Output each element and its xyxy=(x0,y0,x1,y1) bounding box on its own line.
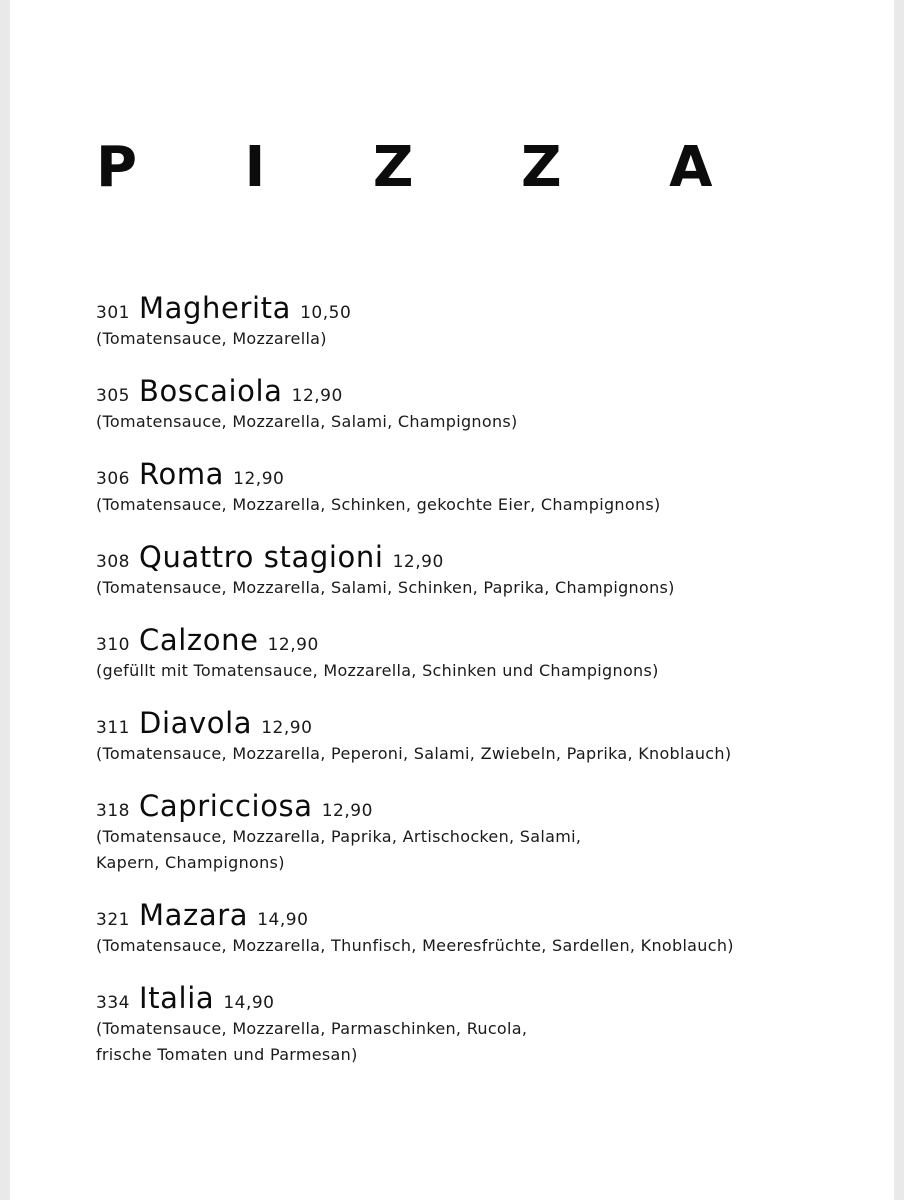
menu-item xyxy=(96,456,866,518)
menu-item xyxy=(96,290,866,352)
item-number: 334 xyxy=(96,993,130,1013)
item-price: 12,90 xyxy=(267,635,319,655)
item-number: 306 xyxy=(96,469,130,489)
menu-item-headline xyxy=(96,788,866,824)
item-name: Calzone xyxy=(139,623,259,657)
item-number: 305 xyxy=(96,386,130,406)
menu-item xyxy=(96,705,866,767)
item-description: (Tomatensauce, Mozzarella) xyxy=(96,329,327,348)
item-number: 321 xyxy=(96,910,130,930)
menu-page xyxy=(10,0,894,1200)
item-description-continued: Kapern, Champignons) xyxy=(96,853,285,872)
menu-item-headline xyxy=(96,456,866,492)
item-price: 12,90 xyxy=(392,552,444,572)
item-name: Quattro stagioni xyxy=(139,540,384,574)
item-price: 10,50 xyxy=(300,303,352,323)
item-description: (gefüllt mit Tomatensauce, Mozzarella, Schinken und Champignons) xyxy=(96,661,659,680)
item-name: Roma xyxy=(139,457,225,491)
item-price: 12,90 xyxy=(261,718,313,738)
menu-item-headline xyxy=(96,290,866,326)
item-name: Mazara xyxy=(139,898,249,932)
menu-item-headline xyxy=(96,897,866,933)
item-price: 12,90 xyxy=(291,386,343,406)
item-description: (Tomatensauce, Mozzarella, Schinken, gekochte Eier, Champignons) xyxy=(96,495,661,514)
menu-item xyxy=(96,539,866,601)
menu-item-headline xyxy=(96,539,866,575)
page-title: P I Z Z A xyxy=(96,135,757,200)
item-number: 308 xyxy=(96,552,130,572)
item-number: 301 xyxy=(96,303,130,323)
menu-item-headline xyxy=(96,980,866,1016)
menu-item xyxy=(96,788,866,876)
menu-item-headline xyxy=(96,373,866,409)
menu-item xyxy=(96,622,866,684)
menu-item xyxy=(96,980,866,1068)
item-description: (Tomatensauce, Mozzarella, Thunfisch, Meeresfrüchte, Sardellen, Knoblauch) xyxy=(96,936,734,955)
item-description-continued: frische Tomaten und Parmesan) xyxy=(96,1045,358,1064)
menu-item-headline xyxy=(96,705,866,741)
menu-item xyxy=(96,373,866,435)
item-name: Italia xyxy=(139,981,215,1015)
item-price: 14,90 xyxy=(257,910,309,930)
item-name: Capricciosa xyxy=(139,789,313,823)
item-name: Diavola xyxy=(139,706,253,740)
pizza-list xyxy=(96,290,866,1089)
item-name: Boscaiola xyxy=(139,374,283,408)
item-number: 311 xyxy=(96,718,130,738)
item-description: (Tomatensauce, Mozzarella, Salami, Schinken, Paprika, Champignons) xyxy=(96,578,675,597)
item-price: 12,90 xyxy=(321,801,373,821)
item-number: 310 xyxy=(96,635,130,655)
menu-item xyxy=(96,897,866,959)
menu-item-headline xyxy=(96,622,866,658)
item-description: (Tomatensauce, Mozzarella, Salami, Champignons) xyxy=(96,412,518,431)
item-description: (Tomatensauce, Mozzarella, Paprika, Artischocken, Salami, xyxy=(96,827,582,846)
item-number: 318 xyxy=(96,801,130,821)
item-description: (Tomatensauce, Mozzarella, Peperoni, Salami, Zwiebeln, Paprika, Knoblauch) xyxy=(96,744,732,763)
item-price: 14,90 xyxy=(223,993,275,1013)
item-price: 12,90 xyxy=(233,469,285,489)
item-description: (Tomatensauce, Mozzarella, Parmaschinken, Rucola, xyxy=(96,1019,528,1038)
item-name: Magherita xyxy=(139,291,291,325)
